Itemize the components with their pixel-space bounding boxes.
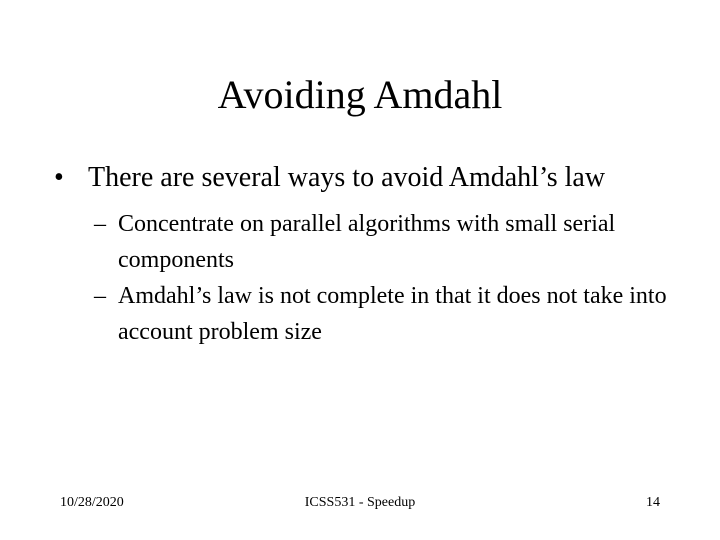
sub-bullet-text: Amdahl’s law is not complete in that it does not take into account problem size	[118, 283, 667, 345]
slide-title: Avoiding Amdahl	[217, 72, 503, 117]
slide-number: 14	[646, 495, 660, 510]
sub-bullet-marker: –	[94, 211, 106, 237]
sub-bullet-item	[54, 206, 674, 278]
sub-bullet-text: Concentrate on parallel algorithms with small serial components	[118, 211, 616, 273]
footer-title: ICSS531 - Speedup	[304, 495, 416, 510]
sub-bullet-marker: –	[94, 283, 106, 309]
bullet-item	[54, 162, 674, 194]
footer-date: 10/28/2020	[60, 495, 124, 510]
bullet-marker: •	[54, 162, 64, 193]
slide-body	[54, 162, 674, 350]
sub-bullet-item	[54, 278, 674, 350]
bullet-text: There are several ways to avoid Amdahl’s law	[88, 162, 606, 193]
sub-bullet-list	[54, 206, 674, 350]
